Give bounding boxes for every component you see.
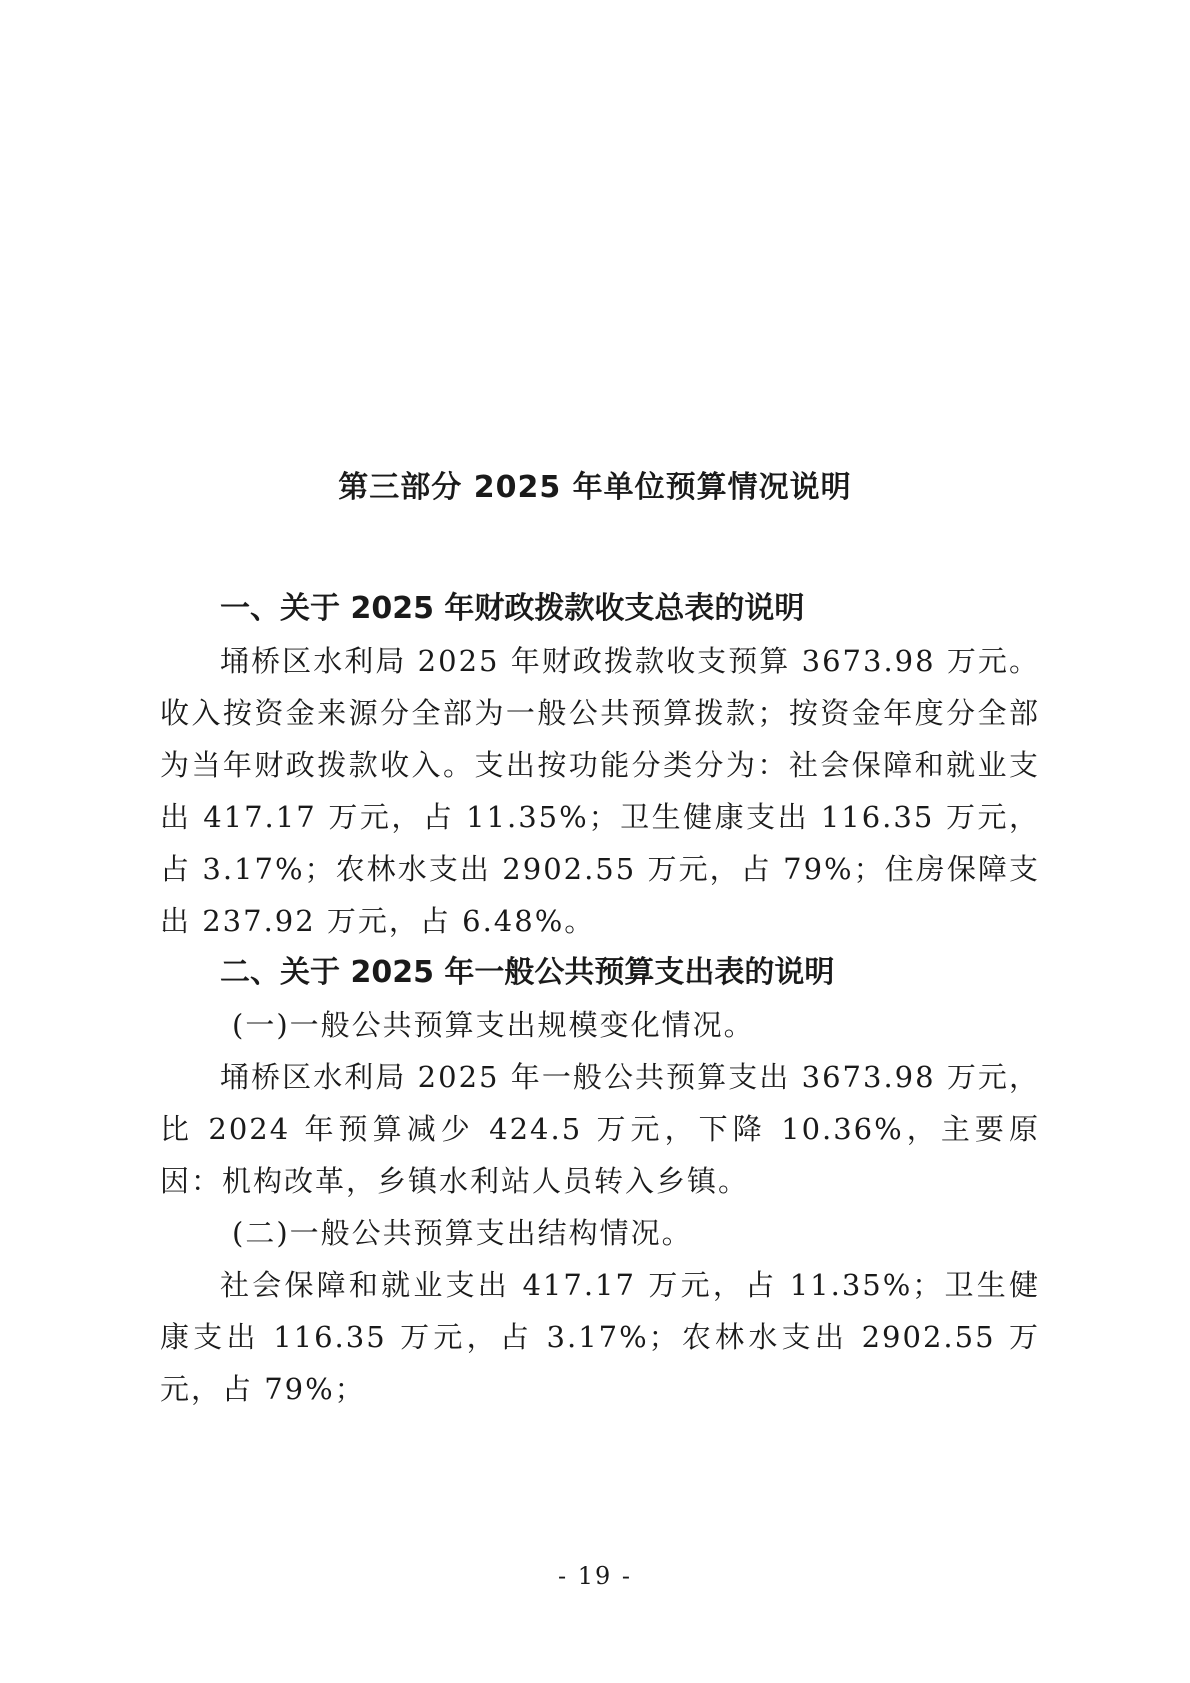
section-heading-2: 二、关于 2025 年一般公共预算支出表的说明 bbox=[220, 955, 835, 990]
subheading-structure: (二)一般公共预算支出结构情况。 bbox=[232, 1216, 693, 1250]
section-1-paragraph: 埇桥区水利局 2025 年财政拨款收支预算 3673.98 万元。收入按资金来源分全部为一般公共预算拨款；按资金年度分全部为当年财政拨款收入。支出按功能分类分为：社会保障和就业支出 417.17 万元，占 11.35%；卫生健康支出 116.35 万元，占 3.17%；农林水支出 2902.55 万元，占 79%；住房保障支出 237.92 万元，占 6.48%。 bbox=[160, 644, 1040, 938]
section-2-paragraph-2: 社会保障和就业支出 417.17 万元，占 11.35%；卫生健康支出 116.35 万元，占 3.17%；农林水支出 2902.55 万元，占 79%； bbox=[160, 1268, 1040, 1406]
section-heading-1: 一、关于 2025 年财政拨款收支总表的说明 bbox=[220, 591, 805, 626]
page-title: 第三部分 2025 年单位预算情况说明 bbox=[338, 470, 852, 505]
document-body bbox=[160, 583, 1040, 1415]
section-2-paragraph-1: 埇桥区水利局 2025 年一般公共预算支出 3673.98 万元，比 2024 年预算减少 424.5 万元，下降 10.36%，主要原因：机构改革，乡镇水利站人员转入乡镇。 bbox=[160, 1060, 1040, 1198]
page-number: - 19 - bbox=[557, 1562, 632, 1590]
subheading-scale-change: (一)一般公共预算支出规模变化情况。 bbox=[232, 1008, 755, 1042]
